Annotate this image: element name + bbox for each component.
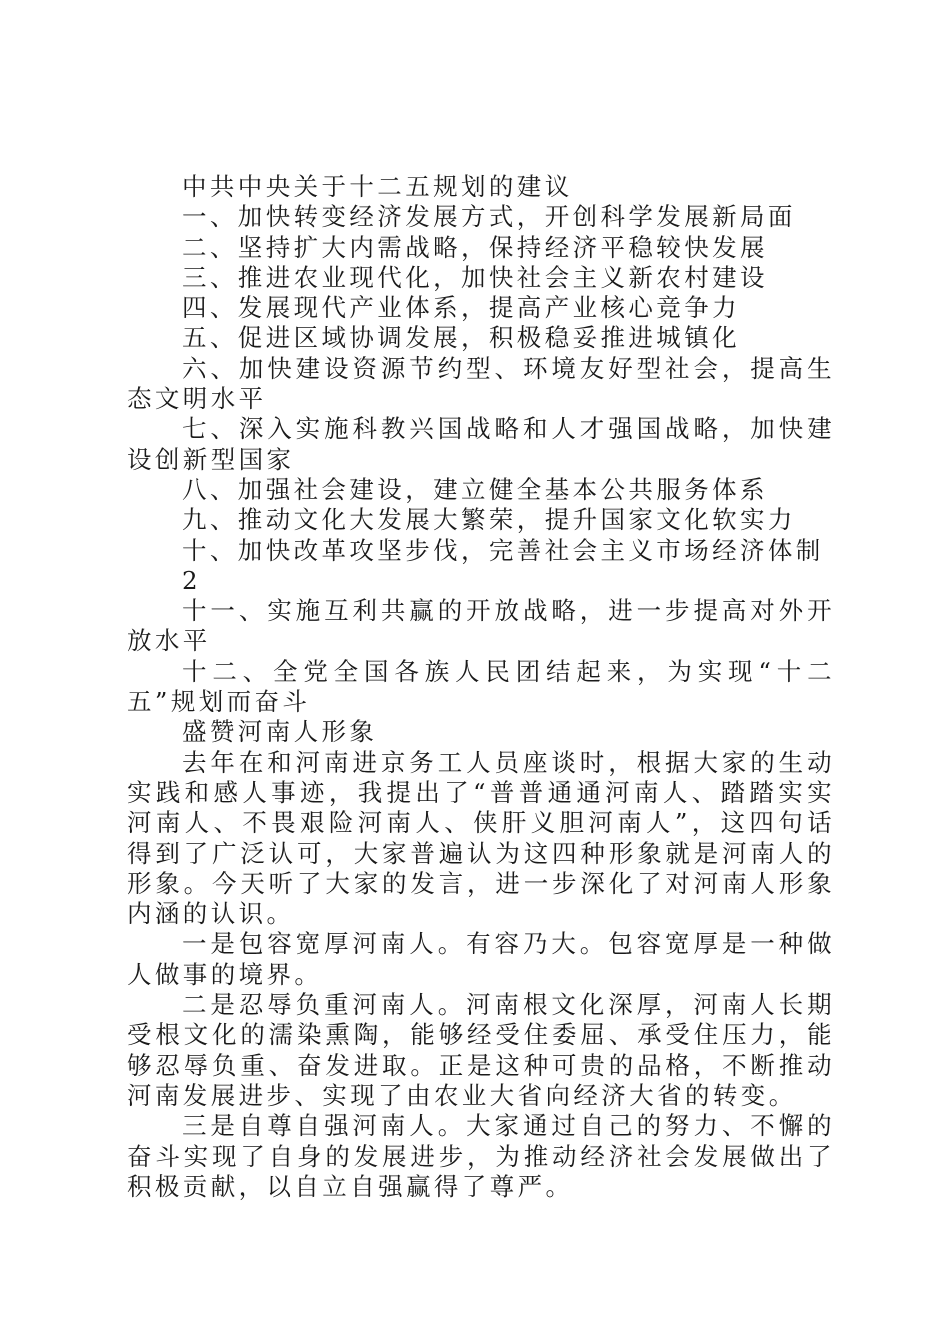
document-body bbox=[127, 172, 835, 1202]
paragraph: 十一、实施互利共赢的开放战略，进一步提高对外开放水平 bbox=[127, 596, 835, 656]
paragraph: 三是自尊自强河南人。大家通过自己的努力、不懈的奋斗实现了自身的发展进步，为推动经济社会发展做出了积极贡献，以自立自强赢得了尊严。 bbox=[127, 1111, 835, 1201]
page-number-text: 2 bbox=[182, 565, 198, 595]
paragraph: 七、深入实施科教兴国战略和人才强国战略，加快建设创新型国家 bbox=[127, 414, 835, 474]
paragraph: 一、加快转变经济发展方式，开创科学发展新局面 bbox=[182, 202, 796, 232]
paragraph: 二是忍辱负重河南人。河南根文化深厚，河南人长期受根文化的濡染熏陶，能够经受住委屈、承受住压力，能够忍辱负重、奋发进取。正是这种可贵的品格，不断推动河南发展进步、实现了由农业大省向经济大省的转变。 bbox=[127, 990, 835, 1110]
paragraph: 五、促进区域协调发展，积极稳妥推进城镇化 bbox=[182, 323, 740, 353]
paragraph: 六、加快建设资源节约型、环境友好型社会，提高生态文明水平 bbox=[127, 353, 835, 414]
paragraph: 四、发展现代产业体系，提高产业核心竞争力 bbox=[182, 293, 740, 323]
document-title: 中共中央关于十二五规划的建议 bbox=[182, 172, 573, 201]
paragraph: 去年在和河南进京务工人员座谈时，根据大家的生动实践和感人事迹，我提出了“普普通通河南人、踏踏实实河南人、不畏艰险河南人、侠肝义胆河南人”，这四句话得到了广泛认可，大家普遍认为这四种形象就是河南人的形象。今天听了大家的发言，进一步深化了对河南人形象内涵的认识。 bbox=[127, 747, 835, 929]
section-heading: 盛赞河南人形象 bbox=[182, 717, 378, 747]
paragraph: 十、加快改革攻坚步伐，完善社会主义市场经济体制 bbox=[182, 535, 824, 565]
paragraph: 二、坚持扩大内需战略，保持经济平稳较快发展 bbox=[182, 232, 768, 262]
paragraph: 一是包容宽厚河南人。有容乃大。包容宽厚是一种做人做事的境界。 bbox=[127, 929, 835, 989]
paragraph: 十二、全党全国各族人民团结起来，为实现“十二五”规划而奋斗 bbox=[127, 656, 835, 717]
paragraph: 八、加强社会建设，建立健全基本公共服务体系 bbox=[182, 474, 768, 504]
paragraph: 三、推进农业现代化，加快社会主义新农村建设 bbox=[182, 262, 768, 292]
paragraph: 九、推动文化大发展大繁荣，提升国家文化软实力 bbox=[182, 505, 796, 535]
